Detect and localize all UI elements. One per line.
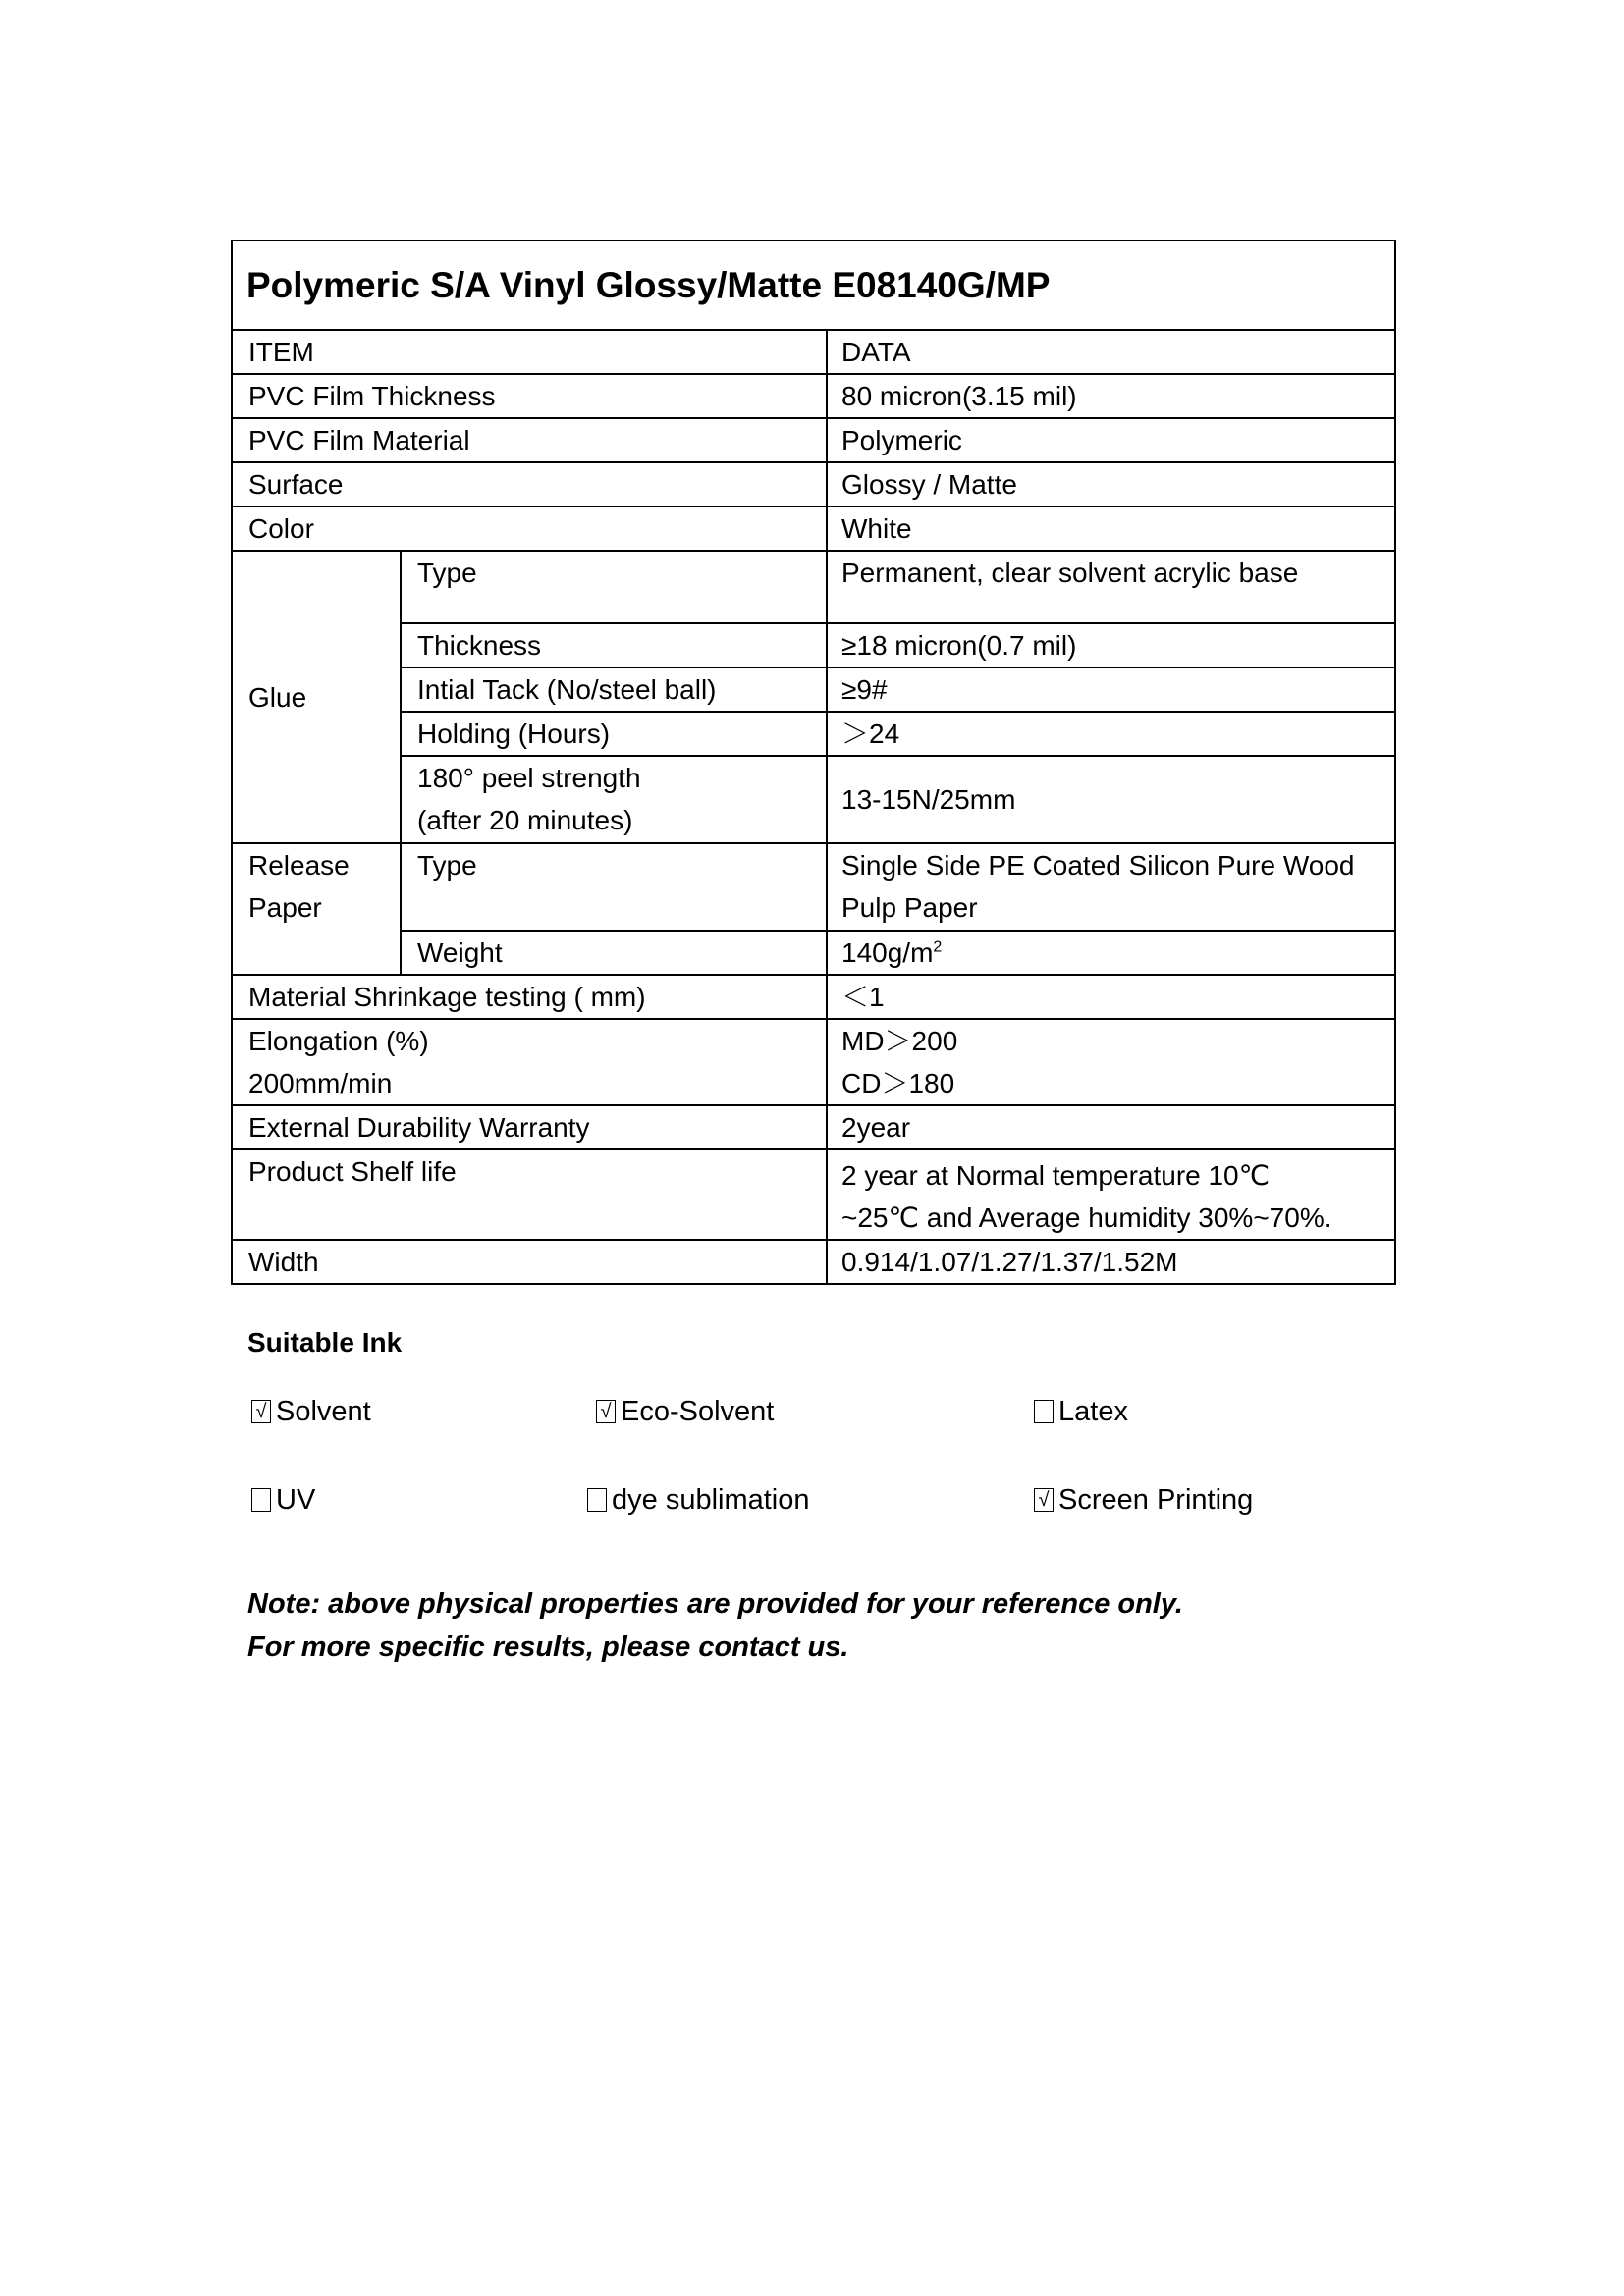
value-line: ~25℃ and Average humidity 30%~70%. bbox=[841, 1202, 1332, 1233]
value-line: Single Side PE Coated Silicon Pure Wood bbox=[841, 850, 1355, 881]
row-value: White bbox=[827, 507, 1395, 551]
row-value: 13-15N/25mm bbox=[827, 756, 1395, 843]
row-value bbox=[827, 1149, 1395, 1240]
checkbox-checked-icon[interactable]: √ bbox=[251, 1400, 271, 1423]
ink-label: Screen Printing bbox=[1058, 1483, 1254, 1516]
table-row bbox=[232, 1240, 1395, 1284]
table-row bbox=[232, 756, 1395, 843]
row-value bbox=[827, 843, 1395, 931]
row-value: ≥9# bbox=[827, 667, 1395, 712]
table-row bbox=[232, 1019, 1395, 1105]
row-label: External Durability Warranty bbox=[232, 1105, 827, 1149]
row-value bbox=[827, 931, 1395, 975]
checkbox-empty-icon[interactable] bbox=[251, 1488, 271, 1512]
weight-value: 140g/m bbox=[841, 937, 934, 968]
ink-label: dye sublimation bbox=[612, 1483, 810, 1516]
header-data: DATA bbox=[827, 330, 1395, 374]
row-value: ＜1 bbox=[827, 975, 1395, 1019]
table-row bbox=[232, 507, 1395, 551]
row-value: Polymeric bbox=[827, 418, 1395, 462]
value-line: 2 year at Normal temperature 10℃ bbox=[841, 1160, 1271, 1191]
ink-label: UV bbox=[276, 1483, 316, 1516]
label-line: Release bbox=[248, 850, 350, 881]
row-value: ＞24 bbox=[827, 712, 1395, 756]
row-label: Product Shelf life bbox=[232, 1149, 827, 1240]
table-row bbox=[232, 462, 1395, 507]
table-row bbox=[232, 623, 1395, 667]
note-line-2: For more specific results, please contact us. bbox=[247, 1631, 849, 1663]
row-value: Glossy / Matte bbox=[827, 462, 1395, 507]
row-label: Color bbox=[232, 507, 827, 551]
row-value: Permanent, clear solvent acrylic base bbox=[827, 551, 1395, 623]
release-paper-label bbox=[232, 843, 401, 975]
value-line: MD＞200 bbox=[841, 1026, 958, 1056]
row-label: Surface bbox=[232, 462, 827, 507]
table-row bbox=[232, 712, 1395, 756]
ink-option-latex[interactable] bbox=[1034, 1392, 1128, 1431]
table-row bbox=[232, 667, 1395, 712]
ink-option-eco-solvent[interactable] bbox=[596, 1392, 774, 1431]
header-row bbox=[232, 330, 1395, 374]
suitable-ink-heading: Suitable Ink bbox=[247, 1327, 403, 1358]
row-label: Material Shrinkage testing ( mm) bbox=[232, 975, 827, 1019]
weight-exponent: 2 bbox=[933, 938, 943, 956]
title-row bbox=[232, 240, 1395, 330]
row-sublabel bbox=[401, 756, 827, 843]
table-row bbox=[232, 931, 1395, 975]
row-label: PVC Film Thickness bbox=[232, 374, 827, 418]
table-row bbox=[232, 551, 1395, 623]
checkbox-empty-icon[interactable] bbox=[587, 1488, 607, 1512]
ink-label: Solvent bbox=[276, 1395, 371, 1427]
checkbox-checked-icon[interactable]: √ bbox=[596, 1400, 616, 1423]
ink-option-solvent[interactable] bbox=[251, 1392, 371, 1431]
row-sublabel: Type bbox=[401, 843, 827, 931]
row-value: 80 micron(3.15 mil) bbox=[827, 374, 1395, 418]
row-value: ≥18 micron(0.7 mil) bbox=[827, 623, 1395, 667]
ink-option-uv[interactable] bbox=[251, 1480, 315, 1520]
label-line: 200mm/min bbox=[248, 1068, 393, 1098]
label-line: Elongation (%) bbox=[248, 1026, 429, 1056]
row-value: 2year bbox=[827, 1105, 1395, 1149]
checkbox-empty-icon[interactable] bbox=[1034, 1400, 1054, 1423]
row-value: 0.914/1.07/1.27/1.37/1.52M bbox=[827, 1240, 1395, 1284]
row-label bbox=[232, 1019, 827, 1105]
row-sublabel: Type bbox=[401, 551, 827, 623]
label-line: 180° peel strength bbox=[417, 763, 641, 793]
row-sublabel: Weight bbox=[401, 931, 827, 975]
row-sublabel: Intial Tack (No/steel ball) bbox=[401, 667, 827, 712]
ink-option-dye-sublimation[interactable] bbox=[587, 1480, 810, 1520]
row-label: Width bbox=[232, 1240, 827, 1284]
table-row bbox=[232, 1149, 1395, 1240]
table-row bbox=[232, 374, 1395, 418]
header-item: ITEM bbox=[232, 330, 827, 374]
spec-table bbox=[231, 240, 1396, 1285]
value-line: Pulp Paper bbox=[841, 892, 978, 923]
note-line-1: Note: above physical properties are provided for your reference only. bbox=[247, 1588, 1183, 1620]
glue-label: Glue bbox=[232, 551, 401, 843]
row-value bbox=[827, 1019, 1395, 1105]
document-title: Polymeric S/A Vinyl Glossy/Matte E08140G/MP bbox=[232, 240, 1395, 330]
value-line: CD＞180 bbox=[841, 1068, 955, 1098]
table-row bbox=[232, 843, 1395, 931]
checkbox-checked-icon[interactable]: √ bbox=[1034, 1488, 1054, 1512]
row-sublabel: Thickness bbox=[401, 623, 827, 667]
label-line: Paper bbox=[248, 892, 322, 923]
table-row bbox=[232, 1105, 1395, 1149]
row-sublabel: Holding (Hours) bbox=[401, 712, 827, 756]
ink-label: Latex bbox=[1058, 1395, 1128, 1427]
label-line: (after 20 minutes) bbox=[417, 805, 633, 835]
ink-option-screen-printing[interactable] bbox=[1034, 1480, 1253, 1520]
table-row bbox=[232, 418, 1395, 462]
ink-label: Eco-Solvent bbox=[621, 1395, 775, 1427]
row-label: PVC Film Material bbox=[232, 418, 827, 462]
table-row bbox=[232, 975, 1395, 1019]
